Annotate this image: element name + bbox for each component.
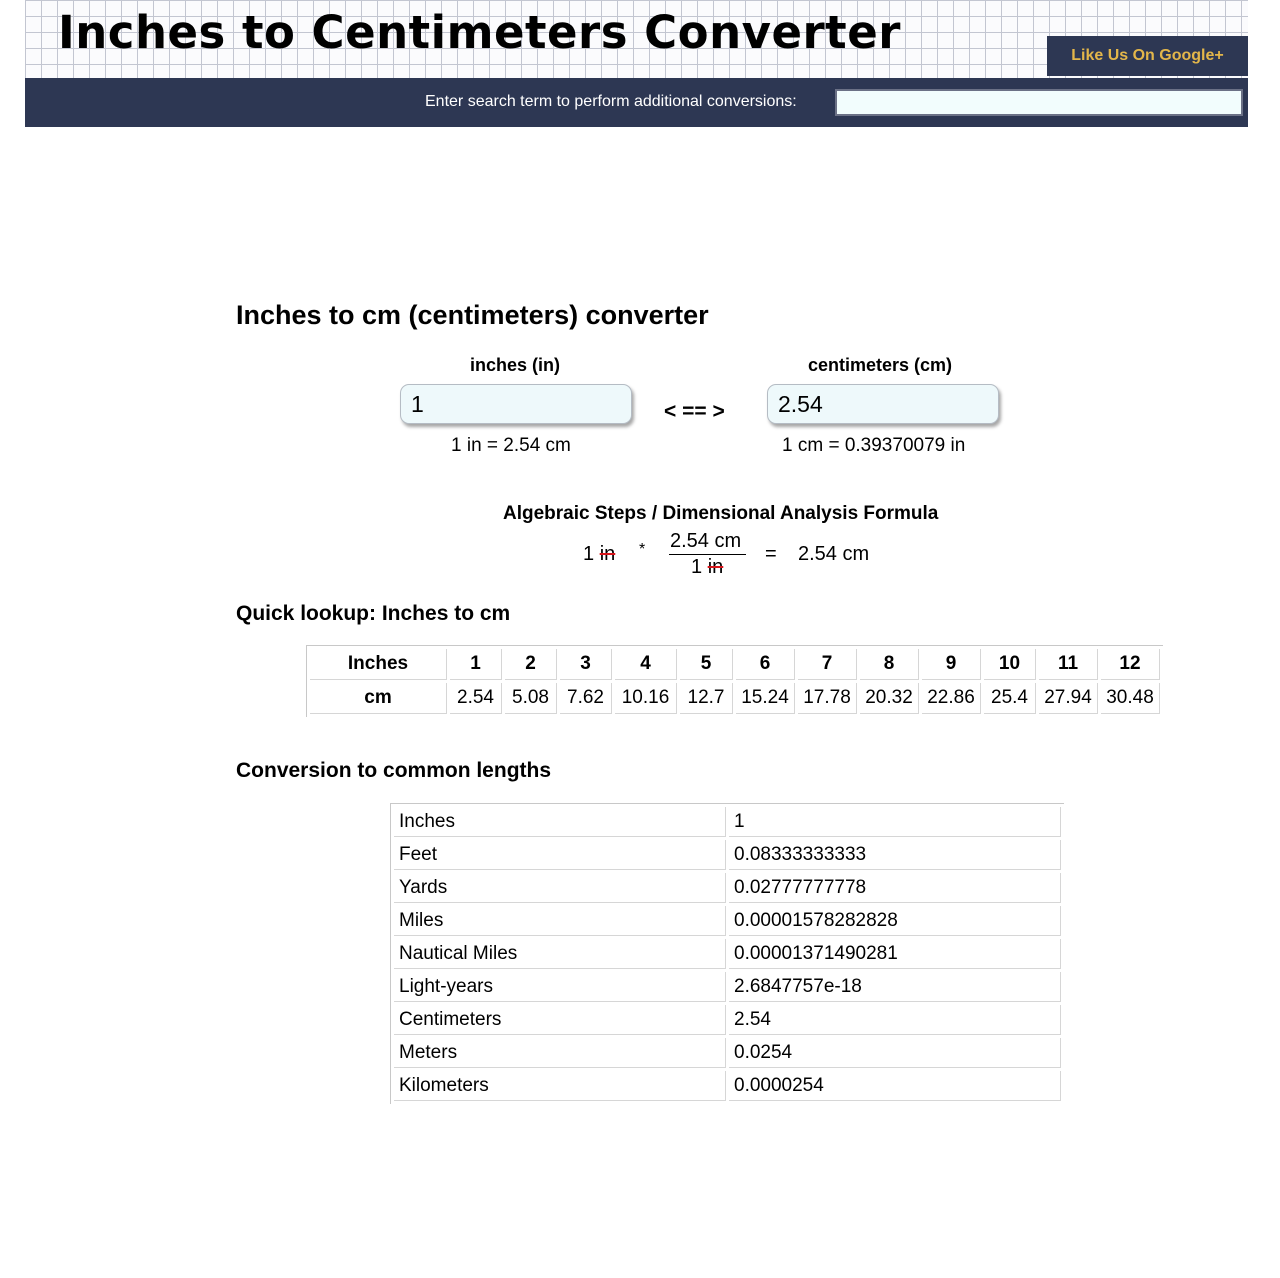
formula-lhs	[583, 543, 615, 566]
cm-cell: 15.24	[736, 683, 795, 714]
unit-cell: Miles	[394, 906, 726, 936]
value-cell: 0.00001371490281	[729, 939, 1061, 969]
inches-input[interactable]	[400, 384, 632, 424]
search-label: Enter search term to perform additional conversions:	[425, 93, 797, 110]
value-cell: 0.0254	[729, 1038, 1061, 1068]
value-cell: 0.0000254	[729, 1071, 1061, 1101]
inches-ratio: 1 in = 2.54 cm	[451, 435, 571, 456]
unit-cell: Inches	[394, 807, 726, 837]
formula-lhs-number: 1	[583, 543, 595, 565]
unit-cell: Nautical Miles	[394, 939, 726, 969]
centimeters-input[interactable]	[767, 384, 999, 424]
cm-cell: 12.7	[680, 683, 733, 714]
row-header-cm: cm	[310, 683, 447, 714]
fraction-line	[669, 554, 746, 555]
cm-cell: 27.94	[1039, 683, 1098, 714]
cm-cell: 5.08	[505, 683, 557, 714]
formula-result: 2.54 cm	[798, 543, 870, 565]
value-cell: 2.54	[729, 1005, 1061, 1035]
inches-cell: 8	[860, 649, 919, 680]
search-input[interactable]	[835, 89, 1243, 116]
cm-cell: 30.48	[1101, 683, 1160, 714]
unit-cell: Centimeters	[394, 1005, 726, 1035]
converter-title: Inches to cm (centimeters) converter	[236, 300, 709, 330]
cm-cell: 22.86	[922, 683, 981, 714]
table-row	[394, 1005, 1061, 1035]
cm-row	[310, 683, 1160, 714]
common-lengths-table	[390, 803, 1064, 1104]
inches-cell: 1	[450, 649, 502, 680]
formula-bottom-unit: in	[707, 556, 724, 578]
inches-cell: 3	[560, 649, 612, 680]
value-cell: 0.08333333333	[729, 840, 1061, 870]
common-lengths-title: Conversion to common lengths	[236, 759, 552, 782]
unit-cell: Light-years	[394, 972, 726, 1002]
table-row	[394, 1071, 1061, 1101]
centimeters-ratio: 1 cm = 0.39370079 in	[782, 435, 966, 456]
formula-equals: =	[765, 543, 777, 565]
unit-cell: Meters	[394, 1038, 726, 1068]
cm-cell: 7.62	[560, 683, 612, 714]
value-cell: 2.6847757e-18	[729, 972, 1061, 1002]
table-row	[394, 1038, 1061, 1068]
row-header-inches: Inches	[310, 649, 447, 680]
formula-fraction-top: 2.54 cm	[670, 530, 742, 552]
value-cell: 1	[729, 807, 1061, 837]
quick-lookup-title: Quick lookup: Inches to cm	[236, 602, 511, 625]
site-header	[25, 0, 1248, 78]
unit-cell: Feet	[394, 840, 726, 870]
inches-cell: 11	[1039, 649, 1098, 680]
swap-arrows: < == >	[664, 400, 725, 423]
cm-cell: 17.78	[798, 683, 857, 714]
inches-row	[310, 649, 1160, 680]
formula-fraction-bottom	[691, 556, 723, 579]
value-cell: 0.02777777778	[729, 873, 1061, 903]
inches-cell: 9	[922, 649, 981, 680]
inches-cell: 4	[615, 649, 677, 680]
value-cell: 0.00001578282828	[729, 906, 1061, 936]
inches-cell: 6	[736, 649, 795, 680]
search-bar	[25, 78, 1248, 127]
unit-cell: Yards	[394, 873, 726, 903]
cm-cell: 10.16	[615, 683, 677, 714]
table-row	[394, 873, 1061, 903]
inches-cell: 10	[984, 649, 1036, 680]
inches-cell: 7	[798, 649, 857, 680]
table-row	[394, 840, 1061, 870]
formula-lhs-unit: in	[599, 543, 616, 565]
inches-cell: 12	[1101, 649, 1160, 680]
cm-cell: 2.54	[450, 683, 502, 714]
cm-cell: 25.4	[984, 683, 1036, 714]
table-row	[394, 906, 1061, 936]
unit-cell: Kilometers	[394, 1071, 726, 1101]
inches-cell: 5	[680, 649, 733, 680]
cm-cell: 20.32	[860, 683, 919, 714]
steps-title: Algebraic Steps / Dimensional Analysis Formula	[503, 503, 939, 524]
inches-cell: 2	[505, 649, 557, 680]
site-title: Inches to Centimeters Converter	[58, 6, 901, 59]
quick-lookup-table	[306, 645, 1163, 717]
table-row	[394, 972, 1061, 1002]
table-row	[394, 807, 1061, 837]
table-row	[394, 939, 1061, 969]
like-us-google-button[interactable]: Like Us On Google+	[1047, 36, 1248, 76]
centimeters-label: centimeters (cm)	[808, 355, 953, 375]
formula-times: *	[639, 541, 646, 558]
inches-label: inches (in)	[470, 355, 561, 375]
formula-bottom-number: 1	[691, 556, 703, 578]
